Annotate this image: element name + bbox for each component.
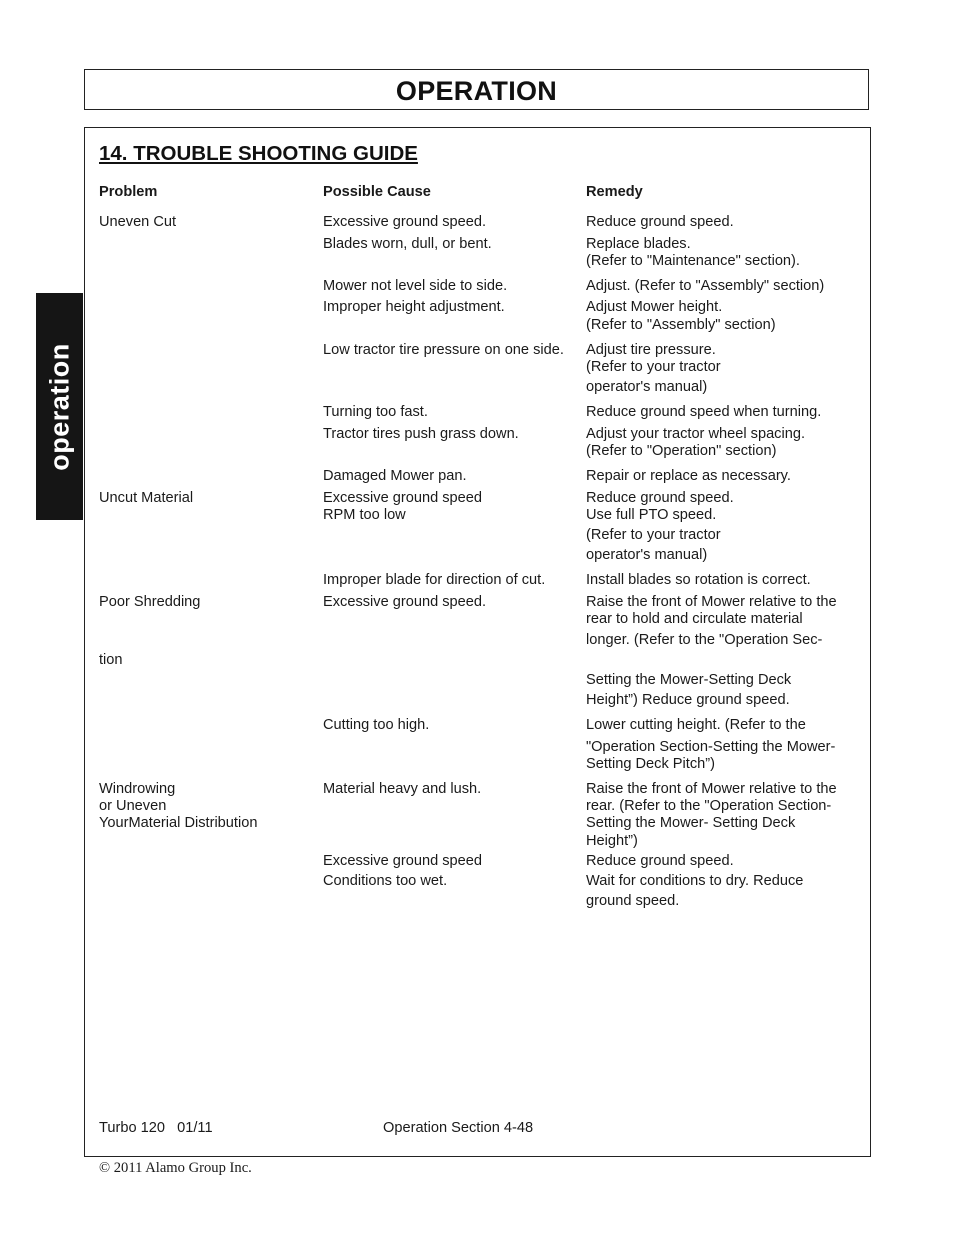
problem-label: YourMaterial Distribution — [99, 815, 258, 831]
problem-label: Uncut Material — [99, 490, 194, 506]
cause-text: Blades worn, dull, or bent. — [323, 236, 492, 252]
remedy-text: Lower cutting height. (Refer to the — [586, 717, 806, 733]
remedy-text: (Refer to your tractor — [586, 359, 721, 375]
remedy-text: Height”) — [586, 833, 638, 849]
remedy-text: (Refer to "Maintenance" section). — [586, 253, 800, 269]
footer-page-number: Operation Section 4-48 — [383, 1120, 534, 1136]
remedy-text: operator's manual) — [586, 379, 708, 395]
cause-text: Damaged Mower pan. — [323, 468, 467, 484]
copyright: © 2011 Alamo Group Inc. — [99, 1160, 252, 1176]
header-box — [84, 69, 869, 110]
section-title: 14. TROUBLE SHOOTING GUIDE — [99, 142, 418, 165]
cause-text: Low tractor tire pressure on one side. — [323, 342, 564, 358]
remedy-text: Adjust your tractor wheel spacing. — [586, 426, 806, 442]
cause-text: Cutting too high. — [323, 717, 430, 733]
remedy-text: Raise the front of Mower relative to the — [586, 594, 837, 610]
remedy-text: Adjust Mower height. — [586, 299, 723, 315]
remedy-text: Use full PTO speed. — [586, 507, 717, 523]
cause-text: Mower not level side to side. — [323, 278, 508, 294]
remedy-text: (Refer to "Assembly" section) — [586, 317, 776, 333]
remedy-text: (Refer to your tractor — [586, 527, 721, 543]
cause-text: Excessive ground speed — [323, 490, 483, 506]
footer-model: Turbo 120 01/11 — [99, 1120, 213, 1136]
remedy-text: operator's manual) — [586, 547, 708, 563]
cause-text: Conditions too wet. — [323, 873, 448, 889]
side-tab-label: operation — [44, 342, 74, 471]
remedy-text: Reduce ground speed. — [586, 853, 734, 869]
remedy-text: Wait for conditions to dry. Reduce — [586, 873, 804, 889]
remedy-text: rear. (Refer to the "Operation Section- — [586, 798, 832, 814]
remedy-text: Reduce ground speed. — [586, 214, 734, 230]
remedy-text: Setting the Mower-Setting Deck — [586, 672, 792, 688]
column-header-remedy: Remedy — [586, 184, 643, 200]
problem-label: tion — [99, 652, 123, 668]
problem-label: or Uneven — [99, 798, 167, 814]
cause-text: Material heavy and lush. — [323, 781, 482, 797]
cause-text: Turning too fast. — [323, 404, 428, 420]
column-header-problem: Problem — [99, 184, 158, 200]
remedy-text: Setting the Mower- Setting Deck — [586, 815, 796, 831]
remedy-text: Reduce ground speed when turning. — [586, 404, 822, 420]
problem-label: Windrowing — [99, 781, 176, 797]
cause-text: RPM too low — [323, 507, 406, 523]
remedy-text: Install blades so rotation is correct. — [586, 572, 811, 588]
cause-text: Excessive ground speed — [323, 853, 483, 869]
problem-label: Poor Shredding — [99, 594, 201, 610]
remedy-text: "Operation Section-Setting the Mower- — [586, 739, 836, 755]
side-tab — [36, 293, 83, 520]
cause-text: Improper height adjustment. — [323, 299, 505, 315]
remedy-text: Reduce ground speed. — [586, 490, 734, 506]
problem-label: Uneven Cut — [99, 214, 177, 230]
remedy-text: Repair or replace as necessary. — [586, 468, 791, 484]
remedy-text: ground speed. — [586, 893, 680, 909]
remedy-text: Replace blades. — [586, 236, 691, 252]
remedy-text: longer. (Refer to the "Operation Sec- — [586, 632, 823, 648]
remedy-text: Raise the front of Mower relative to the — [586, 781, 837, 797]
cause-text: Improper blade for direction of cut. — [323, 572, 546, 588]
page-header-title: OPERATION — [395, 76, 558, 106]
remedy-text: Setting Deck Pitch”) — [586, 756, 715, 772]
cause-text: Excessive ground speed. — [323, 594, 487, 610]
cause-text: Tractor tires push grass down. — [323, 426, 519, 442]
column-header-cause: Possible Cause — [323, 184, 431, 200]
remedy-text: Adjust. (Refer to "Assembly" section) — [586, 278, 825, 294]
remedy-text: Height”) Reduce ground speed. — [586, 692, 790, 708]
cause-text: Excessive ground speed. — [323, 214, 487, 230]
remedy-text: Adjust tire pressure. — [586, 342, 716, 358]
remedy-text: rear to hold and circulate material — [586, 611, 803, 627]
remedy-text: (Refer to "Operation" section) — [586, 443, 777, 459]
